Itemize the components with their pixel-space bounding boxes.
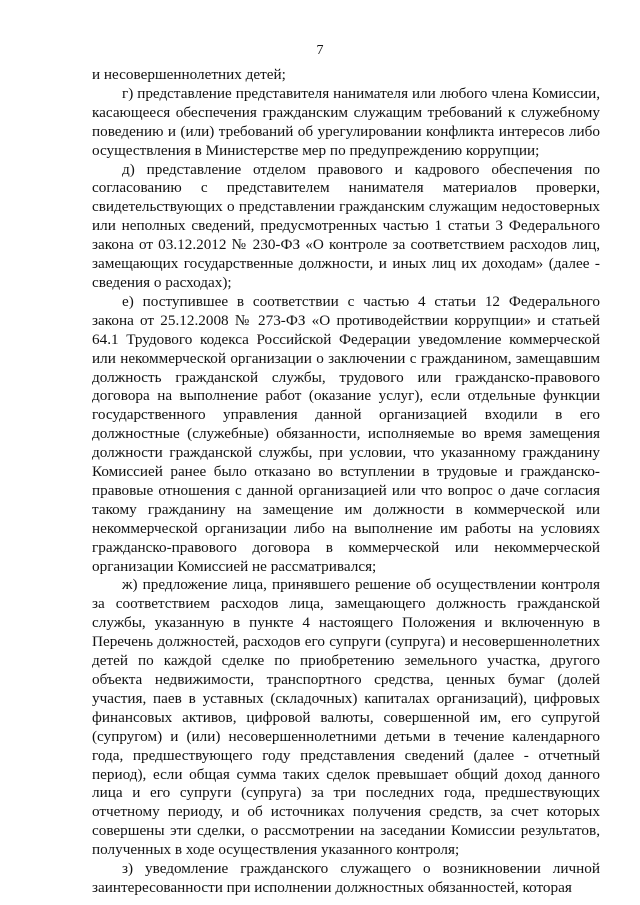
paragraph-item-zh: ж) предложение лица, принявшего решение об осуществлении контроля за соответствием расходов лица, замещающего должность гражданской службы, указанную в пункте 4 настоящего Положения и включенную в Перечень должностей, расходов его супруги (супруга) и несовершеннолетних детей по каждой сделке по приобретению земельного участка, другого объекта недвижимости, транспортного средства, ценных бумаг (долей участия, паев в уставных (складочных) капиталах организаций), цифровых финансовых активов, цифровой валюты, совершенной им, его супругой (супругом) и (или) несовершеннолетними детьми в течение календарного года, предшествующего году представления сведений (далее - отчетный период), если общая сумма таких сделок превышает общий доход данного лица и его супруги (супруга) за три последних года, предшествующих отчетному периоду, и об источниках получения средств, за счет которых совершены эти сделки, о рассмотрении на заседании Комиссии результатов, полученных в ходе осуществления указанного контроля;	[92, 576, 600, 859]
paragraph-item-z: з) уведомление гражданского служащего о возникновении личной заинтересованности при исполнении должностных обязанностей, которая	[92, 860, 600, 896]
page-number: 7	[316, 43, 324, 58]
paragraph-item-g: г) представление представителя нанимателя или любого члена Комиссии, касающееся обеспечения гражданским служащим требований к служебному поведению и (или) требований об урегулировании конфликта интересов либо осуществления в Министерстве мер по предупреждению коррупции;	[92, 84, 600, 159]
paragraph-continuation: и несовершеннолетних детей;	[92, 66, 286, 83]
paragraph-item-d: д) представление отделом правового и кадрового обеспечения по согласованию с представителем нанимателя материалов проверки, свидетельствующих о представлении гражданским служащим недостоверных или неполных сведений, предусмотренных частью 1 статьи 3 Федерального закона от 03.12.2012 № 230-ФЗ «О контроле за соответствием расходов лиц, замещающих государственные должности, и иных лиц их доходам» (далее - сведения о расходах);	[92, 160, 600, 291]
paragraph-item-e: е) поступившее в соответствии с частью 4 статьи 12 Федерального закона от 25.12.2008 № 273-ФЗ «О противодействии коррупции» и статьей 64.1 Трудового кодекса Российской Федерации уведомление коммерческой или некоммерческой организации о заключении с гражданином, замещавшим должность гражданской службы, трудового или гражданско-правового договора на выполнение работ (оказание услуг), если отдельные функции государственного управления данной организацией входили в его должностные (служебные) обязанности, исполняемые во время замещения должности гражданской службы, при условии, что указанному гражданину Комиссией ранее было отказано во вступлении в трудовые и гражданско-правовые отношения с данной организацией или что вопрос о даче согласия такому гражданину на замещение им должности в коммерческой или некоммерческой организации либо на выполнение им работы на условиях гражданско-правового договора в коммерческой или некоммерческой организации Комиссией не рассматривался;	[92, 292, 600, 575]
document-body	[92, 66, 600, 898]
